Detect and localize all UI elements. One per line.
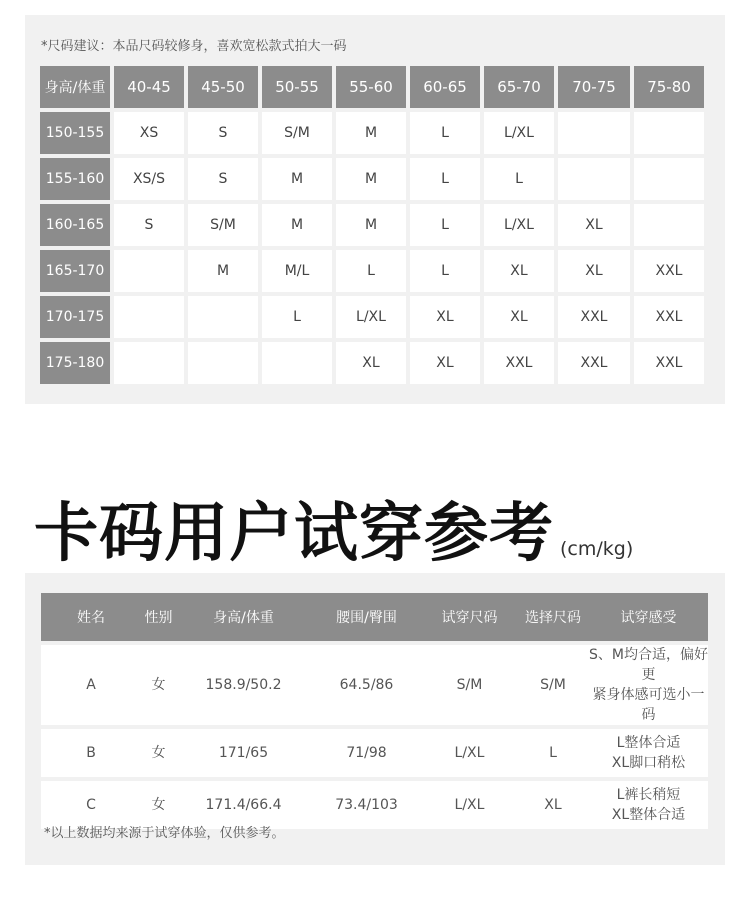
user-tried-size: L/XL (422, 781, 517, 829)
size-cell (634, 158, 704, 200)
size-cell: XL (484, 250, 554, 292)
size-cell: XL (410, 342, 480, 384)
fit-reference-heading (34, 482, 633, 574)
size-cell (114, 296, 184, 338)
user-chosen-size: S/M (517, 645, 589, 725)
size-chart-row (40, 342, 704, 384)
size-cell: S/M (188, 204, 258, 246)
header-gender: 性别 (141, 593, 176, 641)
size-chart-table (36, 62, 708, 388)
size-cell (634, 204, 704, 246)
size-cell: XS/S (114, 158, 184, 200)
feedback-line: XL整体合适 (611, 807, 686, 823)
size-cell: L/XL (336, 296, 406, 338)
feedback-line: L裤长稍短 (616, 787, 681, 803)
user-feedback (589, 781, 708, 829)
fit-row (41, 645, 708, 725)
size-chart-row (40, 250, 704, 292)
height-range: 175-180 (40, 342, 110, 384)
size-cell: XXL (634, 250, 704, 292)
user-name: C (41, 781, 141, 829)
size-cell (634, 112, 704, 154)
user-feedback (589, 729, 708, 777)
size-cell (114, 342, 184, 384)
size-cell: XL (558, 250, 630, 292)
height-range: 170-175 (40, 296, 110, 338)
size-advice-note: *尺码建议：本品尺码较修身，喜欢宽松款式拍大一码 (41, 39, 347, 54)
size-cell: L (410, 158, 480, 200)
weight-header: 45-50 (188, 66, 258, 108)
size-cell: XS (114, 112, 184, 154)
user-feedback (589, 645, 708, 725)
size-cell: XL (410, 296, 480, 338)
weight-header: 40-45 (114, 66, 184, 108)
size-cell: L (410, 204, 480, 246)
fit-reference-title: 卡码用户试穿参考 (34, 497, 554, 571)
fit-header-row (41, 593, 708, 641)
user-height-weight: 171/65 (176, 729, 311, 777)
corner-header: 身高/体重 (40, 66, 110, 108)
size-cell: XXL (558, 296, 630, 338)
user-height-weight: 158.9/50.2 (176, 645, 311, 725)
size-cell: XXL (558, 342, 630, 384)
height-range: 155-160 (40, 158, 110, 200)
size-cell: S (114, 204, 184, 246)
user-chosen-size: L (517, 729, 589, 777)
weight-header: 55-60 (336, 66, 406, 108)
size-cell: M (188, 250, 258, 292)
size-cell: M (262, 158, 332, 200)
size-chart-panel (25, 15, 725, 404)
size-cell: M/L (262, 250, 332, 292)
fit-reference-table (41, 589, 708, 833)
size-chart-row (40, 204, 704, 246)
feedback-line: XL脚口稍松 (611, 755, 686, 771)
size-cell: S (188, 112, 258, 154)
size-chart-row (40, 296, 704, 338)
weight-header: 60-65 (410, 66, 480, 108)
user-waist-hip: 73.4/103 (311, 781, 422, 829)
weight-header: 75-80 (634, 66, 704, 108)
size-cell: S/M (262, 112, 332, 154)
size-cell: M (336, 204, 406, 246)
header-waist-hip: 腰围/臀围 (311, 593, 422, 641)
weight-header: 50-55 (262, 66, 332, 108)
size-cell (114, 250, 184, 292)
user-gender: 女 (141, 729, 176, 777)
size-cell: L/XL (484, 112, 554, 154)
size-cell: XL (336, 342, 406, 384)
header-name: 姓名 (41, 593, 141, 641)
user-height-weight: 171.4/66.4 (176, 781, 311, 829)
size-cell (558, 158, 630, 200)
user-gender: 女 (141, 781, 176, 829)
size-cell (188, 296, 258, 338)
disclaimer-note: *以上数据均来源于试穿体验，仅供参考。 (44, 826, 285, 841)
size-cell: L (262, 296, 332, 338)
size-cell: M (336, 112, 406, 154)
size-cell: XXL (634, 296, 704, 338)
size-cell (188, 342, 258, 384)
size-chart-header-row (40, 66, 704, 108)
size-chart-row (40, 158, 704, 200)
size-cell: M (262, 204, 332, 246)
size-cell: S (188, 158, 258, 200)
user-tried-size: L/XL (422, 729, 517, 777)
user-name: B (41, 729, 141, 777)
height-range: 165-170 (40, 250, 110, 292)
height-range: 160-165 (40, 204, 110, 246)
height-range: 150-155 (40, 112, 110, 154)
size-cell: L (336, 250, 406, 292)
header-height-weight: 身高/体重 (176, 593, 311, 641)
weight-header: 70-75 (558, 66, 630, 108)
header-feedback: 试穿感受 (589, 593, 708, 641)
user-gender: 女 (141, 645, 176, 725)
size-cell: L (484, 158, 554, 200)
user-waist-hip: 64.5/86 (311, 645, 422, 725)
feedback-line: L整体合适 (616, 735, 681, 751)
size-cell: XXL (634, 342, 704, 384)
size-cell: L (410, 250, 480, 292)
size-cell: M (336, 158, 406, 200)
size-cell: L (410, 112, 480, 154)
size-cell: XL (558, 204, 630, 246)
size-cell: XL (484, 296, 554, 338)
size-cell: L/XL (484, 204, 554, 246)
fit-reference-panel (25, 573, 725, 865)
user-chosen-size: XL (517, 781, 589, 829)
size-cell: XXL (484, 342, 554, 384)
fit-row (41, 729, 708, 777)
user-name: A (41, 645, 141, 725)
feedback-line: 紧身体感可选小一码 (592, 687, 705, 723)
user-tried-size: S/M (422, 645, 517, 725)
header-tried-size: 试穿尺码 (422, 593, 517, 641)
size-cell (558, 112, 630, 154)
fit-reference-unit: (cm/kg) (560, 538, 634, 560)
weight-header: 65-70 (484, 66, 554, 108)
size-cell (262, 342, 332, 384)
user-waist-hip: 71/98 (311, 729, 422, 777)
size-chart-row (40, 112, 704, 154)
feedback-line: S、M均合适，偏好更 (589, 647, 708, 683)
header-chosen-size: 选择尺码 (517, 593, 589, 641)
